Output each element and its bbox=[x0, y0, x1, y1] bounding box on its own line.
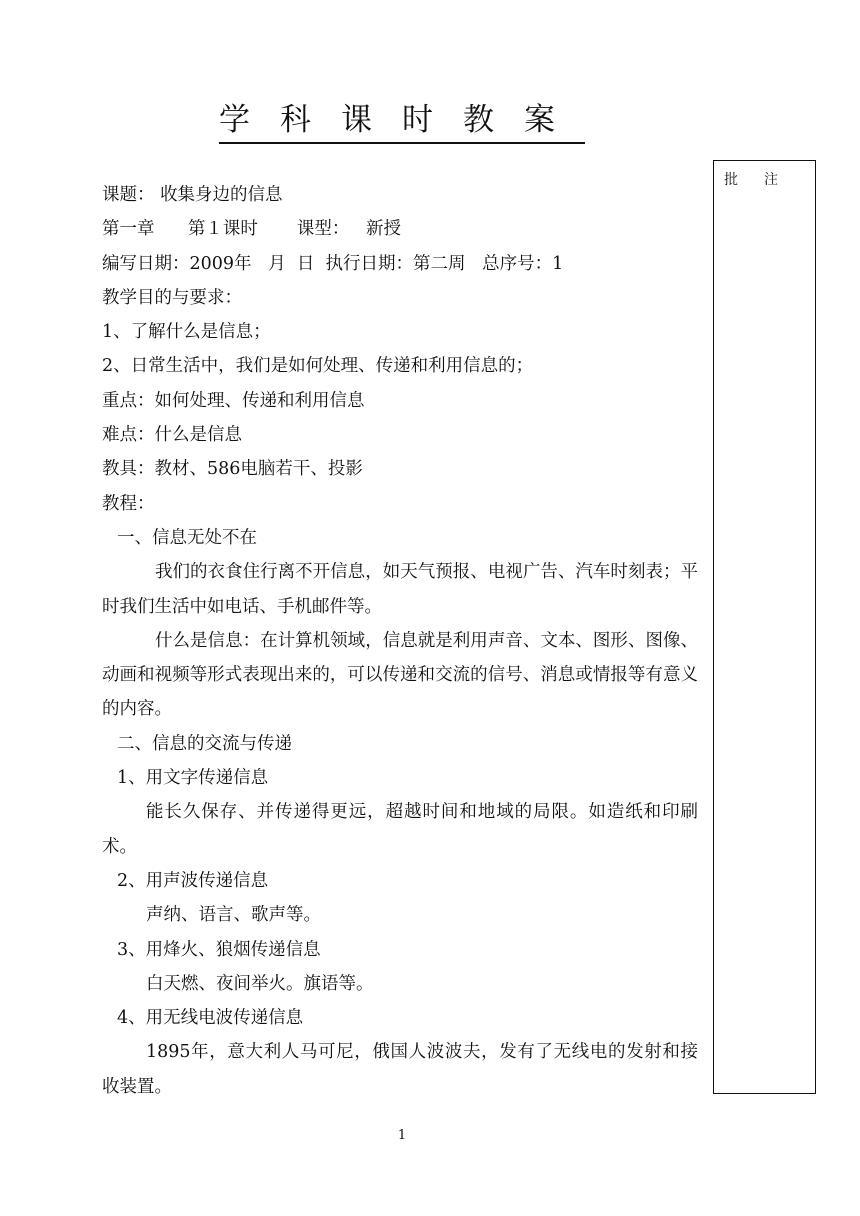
objective-item: 2、日常生活中，我们是如何处理、传递和利用信息的； bbox=[102, 356, 534, 377]
annotation-box bbox=[713, 160, 816, 1094]
paragraph: 我们的衣食住行离不开信息，如天气预报、电视广告、汽车时刻表；平时我们生活中如电话、手机邮件等。 bbox=[102, 562, 698, 617]
page-number: 1 bbox=[397, 1128, 407, 1143]
teaching-aids: 教具：教材、586电脑若干、投影 bbox=[102, 459, 363, 480]
section-heading: 二、信息的交流与传递 bbox=[117, 733, 292, 754]
subsection-heading: 1、用文字传递信息 bbox=[117, 768, 269, 789]
paragraph: 声纳、语言、歌声等。 bbox=[146, 905, 321, 926]
paragraph: 能长久保存、并传递得更远，超越时间和地域的局限。如造纸和印刷术。 bbox=[102, 802, 698, 857]
paragraph: 什么是信息：在计算机领域，信息就是利用声音、文本、图形、图像、动画和视频等形式表现出来的，可以传递和交流的信号、消息或情报等有意义的内容。 bbox=[102, 630, 698, 720]
annotation-label: 批 注 bbox=[724, 172, 778, 188]
subsection-heading: 4、用无线电波传递信息 bbox=[117, 1008, 304, 1029]
objective-item: 1、了解什么是信息； bbox=[102, 322, 271, 343]
lesson-body bbox=[102, 178, 698, 1104]
chapter-line: 第一章 第１课时 课型： 新授 bbox=[102, 219, 402, 240]
section-heading: 一、信息无处不在 bbox=[117, 527, 257, 548]
difficulty: 难点：什么是信息 bbox=[102, 425, 242, 446]
subsection-heading: 2、用声波传递信息 bbox=[117, 870, 269, 891]
paragraph: 白天燃、夜间举火。旗语等。 bbox=[146, 973, 374, 994]
paragraph: 1895年，意大利人马可尼，俄国人波波夫，发有了无线电的发射和接收装置。 bbox=[102, 1042, 698, 1097]
lesson-topic: 课题： 收集身边的信息 bbox=[102, 185, 283, 205]
subsection-heading: 3、用烽火、狼烟传递信息 bbox=[117, 939, 321, 960]
page-title: 学科课时教案 bbox=[0, 96, 804, 144]
procedure-heading: 教程： bbox=[102, 493, 155, 514]
objectives-heading: 教学目的与要求： bbox=[102, 287, 242, 308]
key-point: 重点：如何处理、传递和利用信息 bbox=[102, 390, 365, 411]
date-line: 编写日期：2009年 月 日 执行日期：第二周 总序号：1 bbox=[102, 253, 564, 274]
